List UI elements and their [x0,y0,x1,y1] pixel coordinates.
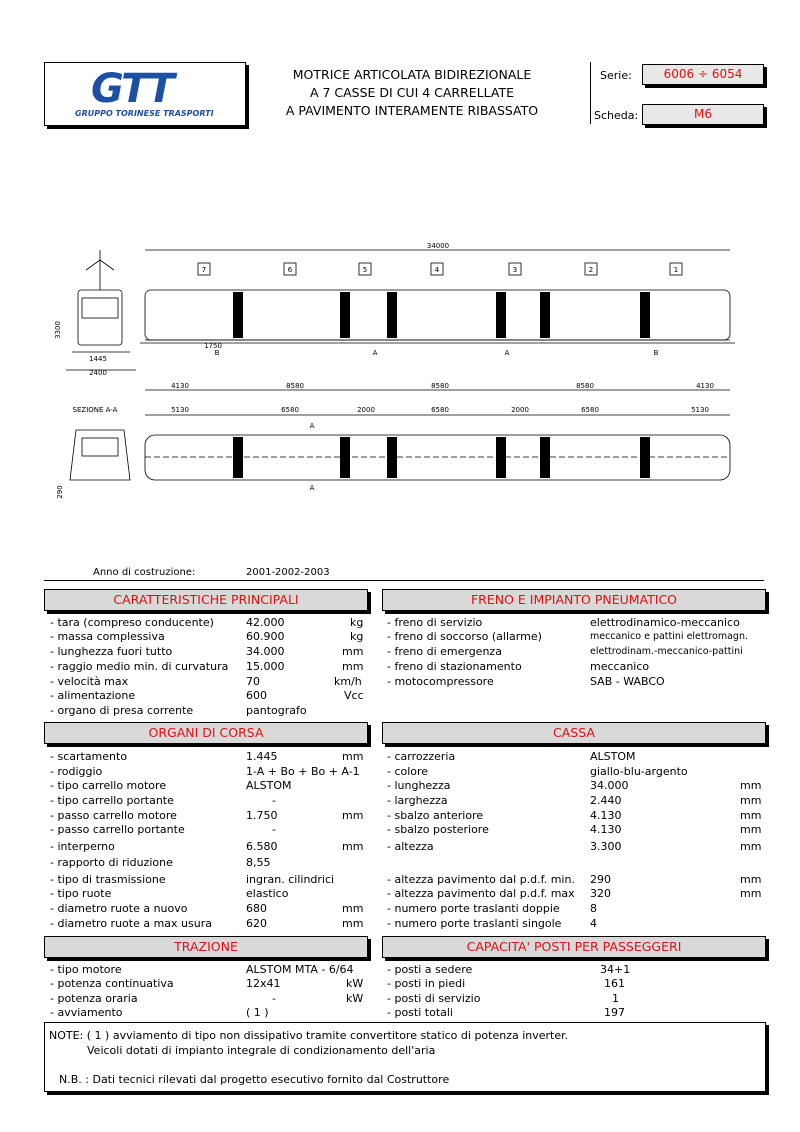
principali-unit: Vcc [344,689,364,702]
organi-label: - passo carrello portante [50,823,185,836]
principali-value: 15.000 [246,660,285,673]
bogie-label: B [653,349,659,357]
organi-unit: mm [342,840,364,853]
plan-dim: 6580 [281,406,299,414]
principali-value: 70 [246,675,260,688]
bogie-label: A [504,349,510,357]
organi-value: 1-A + Bo + Bo + A-1 [246,765,360,778]
capacita-label: - posti totali [387,1006,453,1019]
freno-value: elettrodinam.-meccanico-pattini [590,646,743,657]
section-label: SEZIONE A-A [72,406,118,414]
title-line-1: MOTRICE ARTICOLATA BIDIREZIONALE [292,67,532,82]
scheda-label: Scheda: [594,109,639,122]
cassa-label: - sbalzo posteriore [387,823,489,836]
year-label: Anno di costruzione: [93,567,196,578]
freno-label: - freno di stazionamento [387,660,522,673]
cassa-label: - larghezza [387,794,448,807]
freno-label: - freno di emergenza [387,645,502,658]
organi-value: elastico [246,887,289,900]
organi-value: 620 [246,917,267,930]
notes-box [44,1022,766,1092]
capacita-value: 161 [604,977,625,990]
trazione-label: - potenza continuativa [50,977,174,990]
organi-label: - tipo carrello motore [50,779,167,792]
logo-subtitle: GRUPPO TORINESE TRASPORTI [75,109,214,118]
cassa-value: 4.130 [590,823,622,836]
cassa-label: - altezza pavimento dal p.d.f. max [387,887,575,900]
cassa-label: - carrozzeria [387,750,456,763]
module-number: 1 [673,266,679,274]
bogie-label: A [372,349,378,357]
trazione-value: 12x41 [246,977,281,990]
plan-dim: 5130 [171,406,189,414]
document-title [262,66,562,120]
organi-value: 680 [246,902,267,915]
dim-1750: 1750 [204,342,222,350]
lower-dim: 8580 [576,382,594,390]
module-number: 4 [434,266,440,274]
principali-unit: mm [342,645,364,658]
organi-value: - [272,823,276,836]
cassa-value: 8 [590,902,597,915]
dim-height: 3300 [54,321,62,339]
module-number: 2 [588,266,594,274]
organi-label: - tipo carrello portante [50,794,174,807]
organi-unit: mm [342,917,364,930]
cassa-value: 3.300 [590,840,622,853]
year-value: 2001-2002-2003 [246,567,330,578]
note-line-1: NOTE: ( 1 ) avviamento di tipo non dissipativo tramite convertitore statico di potenza inverter. [49,1029,569,1042]
section-principali: CARATTERISTICHE PRINCIPALI [44,589,368,611]
trazione-value: ( 1 ) [246,1006,269,1019]
trazione-label: - avviamento [50,1006,123,1019]
organi-label: - rapporto di riduzione [50,856,173,869]
section-capacita: CAPACITA' POSTI PER PASSEGGERI [382,936,766,958]
plan-dim: 6580 [431,406,449,414]
capacita-label: - posti di servizio [387,992,481,1005]
cassa-value: 2.440 [590,794,622,807]
capacita-label: - posti a sedere [387,963,473,976]
cassa-value: 34.000 [590,779,629,792]
freno-value: SAB - WABCO [590,675,665,688]
organi-label: - tipo ruote [50,887,112,900]
principali-unit: kg [350,616,364,629]
principali-value: 42.000 [246,616,285,629]
freno-label: - freno di soccorso (allarme) [387,630,542,643]
cassa-label: - lunghezza [387,779,451,792]
year-divider [44,580,764,581]
trazione-value: ALSTOM MTA - 6/64 [246,963,354,976]
module-number: 5 [362,266,368,274]
module-number: 3 [512,266,518,274]
dim-2400: 2400 [89,369,107,377]
cassa-unit: mm [740,779,762,792]
cassa-unit: mm [740,823,762,836]
serie-value: 6006 ÷ 6054 [642,64,764,85]
principali-label: - organo di presa corrente [50,704,194,717]
organi-label: - diametro ruote a max usura [50,917,212,930]
trazione-value: - [272,992,276,1005]
organi-value: 6.580 [246,840,278,853]
dim-290: 290 [56,485,64,499]
plan-dim: 5130 [691,406,709,414]
serie-label: Serie: [600,69,632,82]
title-line-3: A PAVIMENTO INTERAMENTE RIBASSATO [285,103,539,118]
organi-label: - rodiggio [50,765,103,778]
organi-label: - diametro ruote a nuovo [50,902,188,915]
organi-unit: mm [342,902,364,915]
plan-dim: 2000 [511,406,529,414]
trazione-label: - potenza oraria [50,992,138,1005]
header-divider [590,62,591,124]
lower-dim: 8580 [286,382,304,390]
organi-value: ALSTOM [246,779,292,792]
cassa-unit: mm [740,809,762,822]
cassa-label: - numero porte traslanti singole [387,917,562,930]
organi-value: 1.445 [246,750,278,763]
freno-value: meccanico [590,660,650,673]
freno-value: meccanico e pattini elettromagn. [590,631,749,642]
title-line-2: A 7 CASSE DI CUI 4 CARRELLATE [309,85,515,100]
cassa-label: - altezza [387,840,434,853]
cassa-unit: mm [740,873,762,886]
tram-drawing [50,240,770,540]
plan-dim: 2000 [357,406,375,414]
principali-label: - massa complessiva [50,630,165,643]
cassa-label: - sbalzo anteriore [387,809,484,822]
principali-value: 60.900 [246,630,285,643]
dim-1445: 1445 [89,355,107,363]
note-line-2: Veicoli dotati di impianto integrale di condizionamento dell'aria [87,1044,436,1057]
organi-label: - tipo di trasmissione [50,873,166,886]
lower-dim: 8580 [431,382,449,390]
principali-unit: km/h [334,675,362,688]
bogie-label: B [214,349,220,357]
freno-label: - motocompressore [387,675,494,688]
cassa-label: - colore [387,765,429,778]
scheda-value: M6 [642,104,764,125]
trazione-unit: kW [346,992,364,1005]
principali-unit: kg [350,630,364,643]
section-marker: A [309,484,315,492]
logo-text: GTT [91,66,173,112]
gtt-logo [44,62,246,126]
cassa-value: ALSTOM [590,750,636,763]
section-freno: FRENO E IMPIANTO PNEUMATICO [382,589,766,611]
cassa-value: 290 [590,873,611,886]
freno-value: elettrodinamico-meccanico [590,616,740,629]
section-cassa: CASSA [382,722,766,744]
principali-label: - lunghezza fuori tutto [50,645,173,658]
freno-label: - freno di servizio [387,616,483,629]
principali-unit: mm [342,660,364,673]
principali-value: 600 [246,689,267,702]
capacita-value: 34+1 [600,963,631,976]
section-organi: ORGANI DI CORSA [44,722,368,744]
capacita-value: 197 [604,1006,625,1019]
lower-dim: 4130 [696,382,714,390]
cassa-label: - altezza pavimento dal p.d.f. min. [387,873,575,886]
organi-value: - [272,794,276,807]
module-number: 7 [201,266,207,274]
capacita-value: 1 [612,992,619,1005]
plan-dim: 6580 [581,406,599,414]
principali-label: - tara (compreso conducente) [50,616,214,629]
cassa-label: - numero porte traslanti doppie [387,902,560,915]
trazione-label: - tipo motore [50,963,122,976]
section-marker: A [309,422,315,430]
cassa-value: 4 [590,917,597,930]
cassa-value: giallo-blu-argento [590,765,688,778]
organi-unit: mm [342,750,364,763]
dim-total-length: 34000 [426,242,450,250]
principali-value: 34.000 [246,645,285,658]
principali-label: - raggio medio min. di curvatura [50,660,229,673]
organi-label: - interperno [50,840,115,853]
cassa-unit: mm [740,794,762,807]
cassa-unit: mm [740,840,762,853]
principali-value: pantografo [246,704,307,717]
lower-dim: 4130 [171,382,189,390]
principali-label: - alimentazione [50,689,136,702]
section-trazione: TRAZIONE [44,936,368,958]
organi-value: 8,55 [246,856,271,869]
module-number: 6 [287,266,293,274]
principali-label: - velocità max [50,675,129,688]
organi-label: - passo carrello motore [50,809,177,822]
cassa-value: 4.130 [590,809,622,822]
cassa-unit: mm [740,887,762,900]
cassa-value: 320 [590,887,611,900]
organi-value: ingran. cilindrici [246,873,335,886]
organi-unit: mm [342,809,364,822]
nb-line: N.B. : Dati tecnici rilevati dal progetto esecutivo fornito dal Costruttore [59,1073,450,1086]
trazione-unit: kW [346,977,364,990]
organi-label: - scartamento [50,750,128,763]
capacita-label: - posti in piedi [387,977,466,990]
organi-value: 1.750 [246,809,278,822]
